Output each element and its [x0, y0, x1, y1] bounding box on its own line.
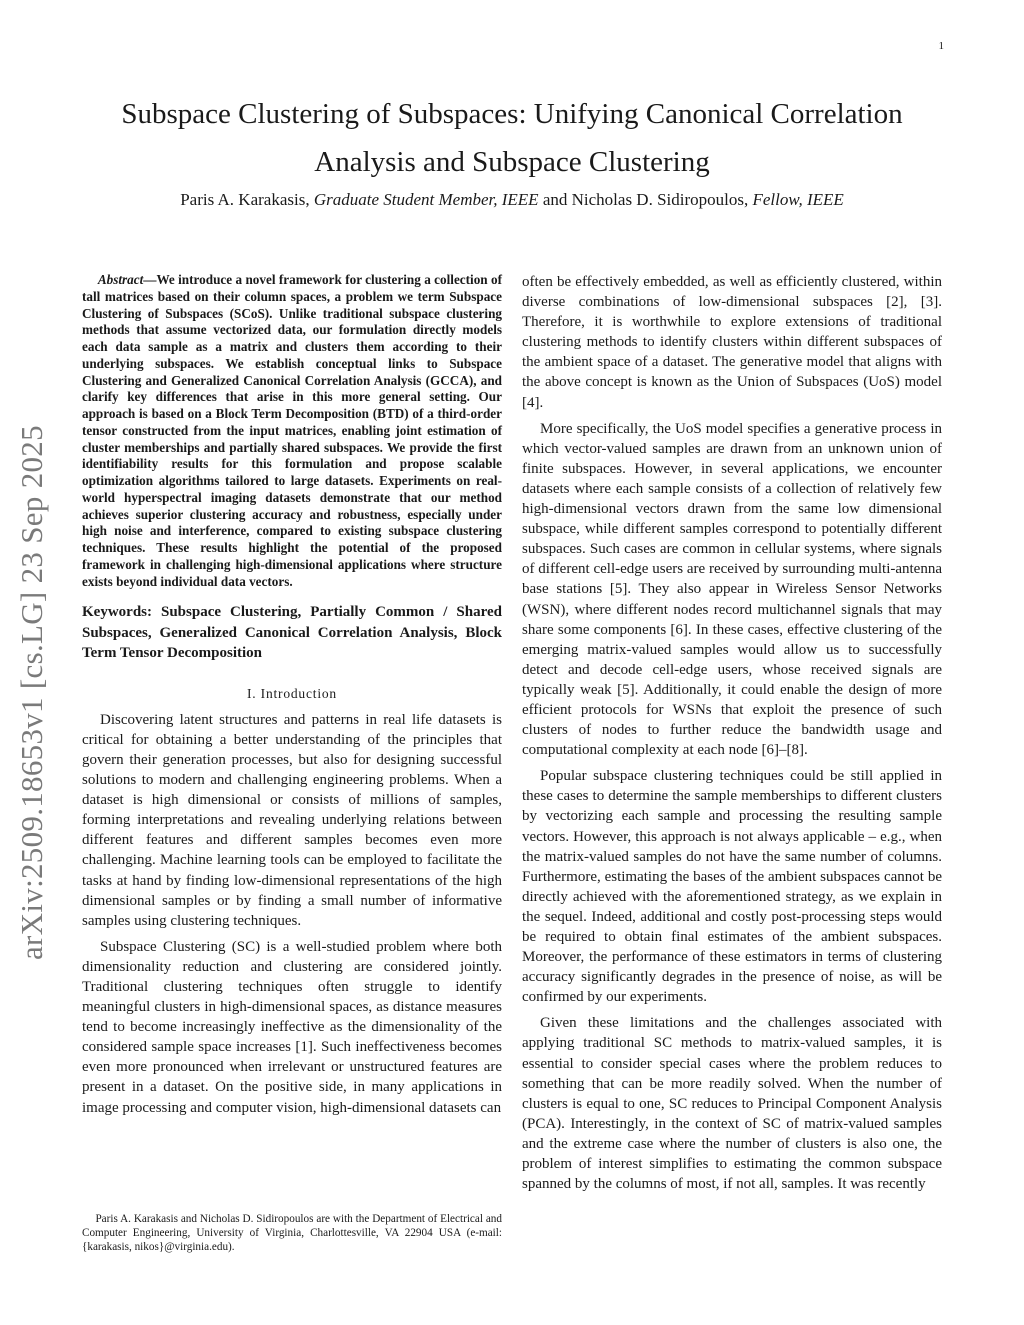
author-1-name: Paris A. Karakasis, — [180, 190, 310, 209]
keywords: Keywords: Subspace Clustering, Partially Common / Shared Subspaces, Generalized Canonical Correlation Analysis, Block Term Tensor Decomposition — [82, 604, 502, 662]
author-line — [90, 190, 934, 210]
abstract-text: —We introduce a novel framework for clustering a collection of tall matrices based on their column spaces, a problem we term Subspace Clustering of Subspaces (SCoS). Unlike traditional subspace clustering methods that assume vectorized data, our formulation directly models each data sample as a matrix and clusters them according to their underlying subspaces. We establish conceptual links to Subspace Clustering and Generalized Canonical Correlation Analysis (GCCA), and clarify key differences that arise in this more general setting. Our approach is based on a Block Term Decomposition (BTD) of a third-order tensor constructed from the input matrices, enabling joint estimation of cluster memberships and partially shared subspaces. We provide the first identifiability results for this formulation and propose scalable optimization algorithms tailored to large datasets. Experiments on real-world hyperspectral imaging datasets demonstrate that our method achieves superior clustering accuracy and robustness, especially under high noise and interference, compared to existing subspace clustering techniques. These results highlight the potential of the proposed framework in challenging high-dimensional applications where structure exists beyond individual data vectors. — [82, 272, 502, 589]
intro-paragraph: Given these limitations and the challenges associated with applying traditional SC methods to matrix-valued samples, it is essential to consider special cases where the problem reduces to something that can be more readily solved. When the number of clusters is equal to one, SC reduces to Principal Component Analysis (PCA). Interestingly, in the context of SC of matrix-valued samples and the extreme case where the number of clusters is also one, the problem of interest simplifies to estimating the common subspace spanned by the columns of most, if not all, samples. It was recently — [522, 1015, 942, 1193]
abstract-label: Abstract — [97, 272, 144, 287]
paper-title: Subspace Clustering of Subspaces: Unifying Canonical Correlation Analysis and Subspace Clustering — [121, 98, 903, 178]
author-2-role: Fellow, IEEE — [752, 190, 844, 209]
arxiv-identifier: arXiv:2509.18653v1 [cs.LG] 23 Sep 2025 — [14, 425, 49, 960]
page-number: 1 — [938, 40, 944, 52]
abstract — [82, 272, 502, 590]
intro-paragraph: Subspace Clustering (SC) is a well-studied problem where both dimensionality reduction and clustering are considered jointly. Traditional clustering techniques often struggle to identify meaningful clusters in high-dimensional spaces, as distance measures tend to become increasingly ineffective as the dimensionality of the considered sample space increases [1]. Such ineffectiveness becomes even more pronounced when irrelevant or unstructured features are present in a dataset. On the positive side, in many applications in image processing and computer vision, high-dimensional datasets can — [82, 938, 502, 1116]
intro-paragraph: often be effectively embedded, as well as efficiently clustered, within diverse combinations of low-dimensional subspaces [2], [3]. Therefore, it is worthwhile to explore extensions of traditional clustering methods to identify clusters within different subspaces of the ambient space of a dataset. The generative model that aligns with the above concept is known as the Union of Subspaces (UoS) model [4]. — [522, 274, 942, 411]
author-affiliation-footnote: Paris A. Karakasis and Nicholas D. Sidiropoulos are with the Department of Electrical and Computer Engineering, University of Virginia, Charlottesville, VA 22904 USA (e-mail: {karakasis, nikos}@virginia.edu). — [82, 1213, 502, 1254]
intro-paragraph: Discovering latent structures and patterns in real life datasets is critical for obtaining a better understanding of the principles that govern their generation processes, but also for designing successful solutions to modern and challenging engineering problems. When a dataset is high dimensional or consists of millions of samples, forming interpretations and revealing underlying relations between different features and different samples becomes even more challenging. Machine learning tools can be employed to facilitate the tasks at hand by finding low-dimensional representations of the high dimensional samples or by finding a small number of informative samples using clustering techniques. — [82, 711, 502, 929]
section-heading-introduction: I. Introduction — [247, 685, 337, 701]
author-2-name: Nicholas D. Sidiropoulos, — [571, 190, 749, 209]
author-joiner: and — [542, 190, 568, 209]
intro-paragraph: Popular subspace clustering techniques could be still applied in these cases to determine the sample memberships to different clusters by vectorizing each sample and processing the resulting sample vectors. However, this approach is not always applicable – e.g., when the matrix-valued samples do not have the same number of columns. Furthermore, estimating the bases of the ambient subspaces cannot be directly achieved with the aforementioned strategy, as we explain in the sequel. Indeed, additional and costly post-processing steps would be required to obtain final estimates of the ambient subspaces. Moreover, the performance of these estimators in terms of clustering accuracy significantly degrades in the presence of noise, as will be confirmed by our experiments. — [522, 768, 942, 1006]
right-column — [522, 272, 942, 1200]
left-column — [82, 272, 502, 1124]
intro-paragraph: More specifically, the UoS model specifies a generative process in which vector-valued samples are drawn from an unknown union of finite subspaces. However, in several applications, we encounter datasets where each sample consists of a collection of relatively few high-dimensional vectors drawn from the same low dimensional subspace, while different samples correspond to potentially different subspaces. Such cases are common in cellular systems, where signals of different cell-edge users are received by surrounding multi-antenna base stations [5]. They also appear in Wireless Sensor Networks (WSN), where different nodes record multichannel signals that may share some components [6]. In these cases, effective clustering of the emerging matrix-valued samples would allow us to successfully detect and decode cell-edge users, whose received signals are typically weak [5]. Additionally, it could enable the design of more efficient protocols for WSNs that exploit the presence of such clusters of nodes to further reduce the bandwidth usage and computational complexity at each node [6]–[8]. — [522, 420, 942, 759]
author-1-role: Graduate Student Member, IEEE — [313, 190, 539, 209]
